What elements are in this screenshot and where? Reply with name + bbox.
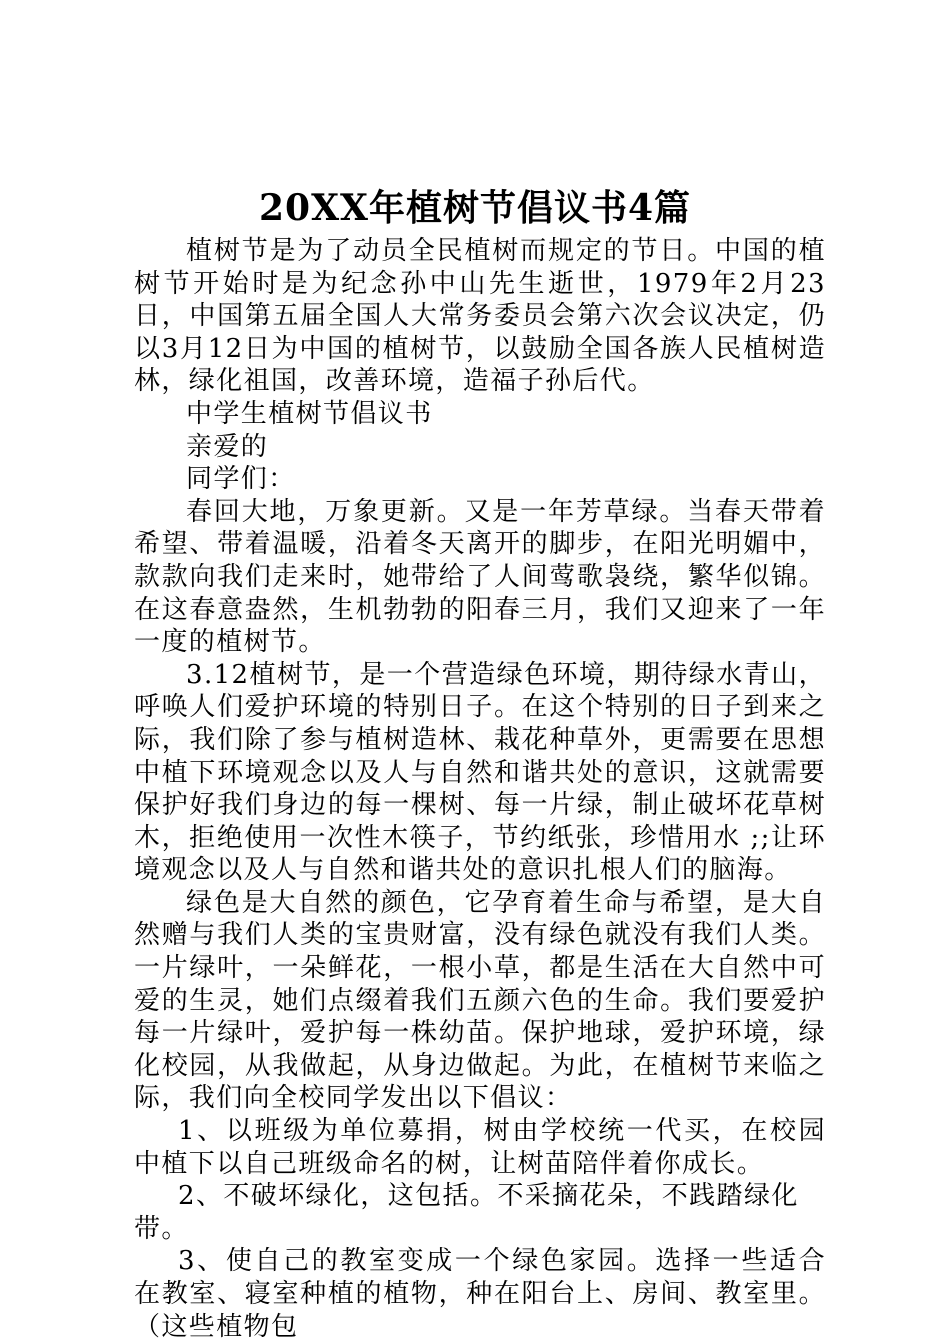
paragraph-intro: 植树节是为了动员全民植树而规定的节日。中国的植树节开始时是为纪念孙中山先生逝世，1979年2月23日，中国第五届全国人大常务委员会第六次会议决定，仍以3月12日为中国的植树节，以鼓励全国各族人民植树造林，绿化祖国，改善环境，造福子孙后代。 bbox=[134, 236, 826, 397]
paragraph-salutation-1: 亲爱的 bbox=[186, 431, 269, 462]
list-item-3: 3、使自己的教室变成一个绿色家园。选择一些适合在教室、寝室种植的植物，种在阳台上、房间、教室里。（这些植物包 bbox=[134, 1246, 826, 1342]
document-title: 20XX年植树节倡议书4篇 bbox=[258, 187, 691, 229]
paragraph-green: 绿色是大自然的颜色，它孕育着生命与希望，是大自然赠与我们人类的宝贵财富，没有绿色就没有我们人类。一片绿叶，一朵鲜花，一根小草，都是生活在大自然中可爱的生灵，她们点缀着我们五颜六色的生命。我们要爱护每一片绿叶，爱护每一株幼苗。保护地球，爱护环境，绿化校园，从我做起，从身边做起。为此，在植树节来临之际，我们向全校同学发出以下倡议： bbox=[134, 887, 826, 1114]
paragraph-spring: 春回大地，万象更新。又是一年芳草绿。当春天带着希望、带着温暖，沿着冬天离开的脚步，在阳光明媚中，款款向我们走来时，她带给了人间莺歌袅绕，繁华似锦。在这春意盎然，生机勃勃的阳春三月，我们又迎来了一年一度的植树节。 bbox=[134, 496, 826, 658]
paragraph-salutation-2: 同学们： bbox=[186, 464, 296, 495]
paragraph-arbor-day: 3.12植树节，是一个营造绿色环境，期待绿水青山，呼唤人们爱护环境的特别日子。在这个特别的日子到来之际，我们除了参与植树造林、栽花种草外，更需要在思想中植下环境观念以及人与自然和谐共处的意识，这就需要保护好我们身边的每一棵树、每一片绿，制止破坏花草树木，拒绝使用一次性木筷子，节约纸张，珍惜用水 ;;让环境观念以及人与自然和谐共处的意识扎根人们的脑海。 bbox=[134, 659, 826, 886]
paragraph-subtitle: 中学生植树节倡议书 bbox=[186, 398, 433, 429]
list-item-2: 2、不破坏绿化，这包括。不采摘花朵，不践踏绿化带。 bbox=[134, 1181, 799, 1244]
document-body bbox=[134, 235, 826, 1343]
list-item-1: 1、以班级为单位募捐，树由学校统一代买，在校园中植下以自己班级命名的树，让树苗陪伴着你成长。 bbox=[134, 1116, 826, 1179]
